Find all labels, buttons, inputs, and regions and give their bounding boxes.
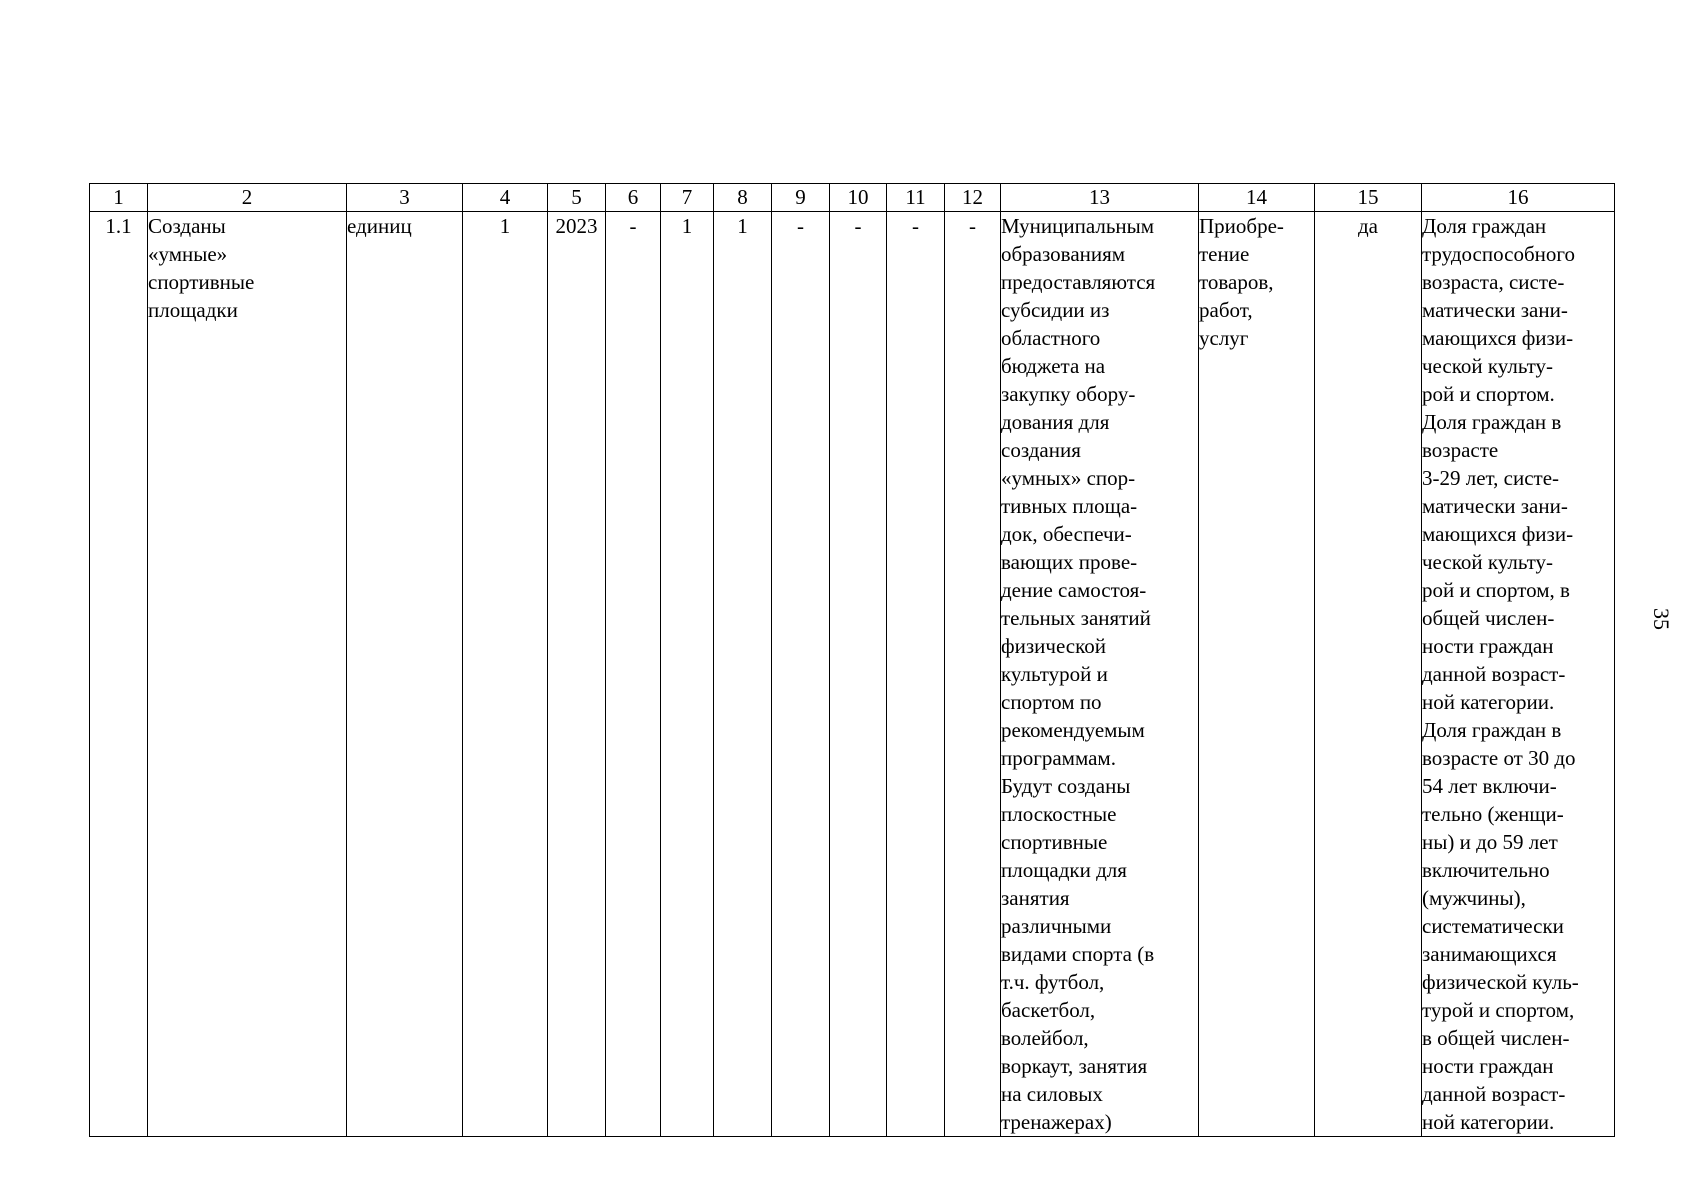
text-line: систематически xyxy=(1422,914,1564,938)
text-line: матически зани- xyxy=(1422,494,1568,518)
text-line: Будут созданы xyxy=(1001,774,1131,798)
text-line: волейбол, xyxy=(1001,1026,1089,1050)
text-line: воркаут, занятия xyxy=(1001,1054,1148,1078)
text-line: «умных» спор- xyxy=(1001,466,1136,490)
value-cell: - xyxy=(830,212,887,1137)
text-line: включительно xyxy=(1422,858,1550,882)
text-line: плоскостные xyxy=(1001,802,1117,826)
column-header: 13 xyxy=(1001,184,1199,212)
text-line: мающихся физи- xyxy=(1422,522,1574,546)
text-line: предоставляются xyxy=(1001,270,1156,294)
text-line: т.ч. футбол, xyxy=(1001,970,1105,994)
text-line: 54 лет включи- xyxy=(1422,774,1557,798)
text-line: спортивные xyxy=(1001,830,1108,854)
result-name-cell xyxy=(148,212,347,1137)
column-header: 11 xyxy=(887,184,945,212)
text-line: данной возраст- xyxy=(1422,1082,1566,1106)
text-line: «умные» xyxy=(148,242,228,266)
text-line: площадки для xyxy=(1001,858,1127,882)
text-line: Муниципальным xyxy=(1001,214,1155,238)
column-header: 7 xyxy=(661,184,714,212)
text-line: спортивные xyxy=(148,270,255,294)
column-header: 3 xyxy=(347,184,463,212)
column-header: 10 xyxy=(830,184,887,212)
text-line: товаров, xyxy=(1199,270,1274,294)
text-line: программам. xyxy=(1001,746,1116,770)
column-header: 1 xyxy=(90,184,148,212)
text-line: услуг xyxy=(1199,326,1249,350)
text-line: трудоспособного xyxy=(1422,242,1575,266)
indicator-cell xyxy=(1422,212,1615,1137)
flag-cell: да xyxy=(1315,212,1422,1137)
text-line: возрасте от 30 до xyxy=(1422,746,1576,770)
text-line: бюджета на xyxy=(1001,354,1106,378)
text-line: физической xyxy=(1001,634,1106,658)
column-header: 15 xyxy=(1315,184,1422,212)
text-line: Созданы xyxy=(148,214,226,238)
text-line: баскетбол, xyxy=(1001,998,1096,1022)
value-cell: - xyxy=(887,212,945,1137)
unit-cell: единиц xyxy=(347,212,463,1137)
text-line: тельных занятий xyxy=(1001,606,1151,630)
text-line: физической куль- xyxy=(1422,970,1579,994)
text-line: на силовых xyxy=(1001,1082,1103,1106)
type-cell xyxy=(1199,212,1315,1137)
text-line: рой и спортом. xyxy=(1422,382,1555,406)
value-cell: 1 xyxy=(661,212,714,1137)
text-line: площадки xyxy=(148,298,238,322)
header-row xyxy=(90,184,1615,212)
value-cell: - xyxy=(772,212,830,1137)
text-line: дение самостоя- xyxy=(1001,578,1147,602)
column-header: 16 xyxy=(1422,184,1615,212)
text-line: Доля граждан в xyxy=(1422,718,1562,742)
description-cell xyxy=(1001,212,1199,1137)
text-line: возрасте xyxy=(1422,438,1499,462)
text-line: док, обеспечи- xyxy=(1001,522,1132,546)
text-line: ной категории. xyxy=(1422,1110,1555,1134)
column-header: 9 xyxy=(772,184,830,212)
value-cell: 1 xyxy=(714,212,772,1137)
text-line: Приобре- xyxy=(1199,214,1284,238)
text-line: рекомендуемым xyxy=(1001,718,1145,742)
table-row xyxy=(90,212,1615,1137)
text-line: занятия xyxy=(1001,886,1070,910)
column-header: 8 xyxy=(714,184,772,212)
page-number: 35 xyxy=(1649,608,1674,630)
text-line: ности граждан xyxy=(1422,634,1554,658)
column-header: 5 xyxy=(548,184,606,212)
text-line: данной возраст- xyxy=(1422,662,1566,686)
data-table xyxy=(89,183,1615,1137)
text-line: видами спорта (в xyxy=(1001,942,1155,966)
text-line: Доля граждан xyxy=(1422,214,1547,238)
text-line: различными xyxy=(1001,914,1112,938)
text-line: тивных площа- xyxy=(1001,494,1138,518)
value-cell: - xyxy=(606,212,661,1137)
column-header: 4 xyxy=(463,184,548,212)
text-line: Доля граждан в xyxy=(1422,410,1562,434)
column-header: 6 xyxy=(606,184,661,212)
text-line: ны) и до 59 лет xyxy=(1422,830,1558,854)
text-line: (мужчины), xyxy=(1422,886,1526,910)
text-line: ческой культу- xyxy=(1422,550,1553,574)
text-line: тение xyxy=(1199,242,1250,266)
text-line: матически зани- xyxy=(1422,298,1568,322)
text-line: в общей числен- xyxy=(1422,1026,1570,1050)
text-line: рой и спортом, в xyxy=(1422,578,1570,602)
text-line: областного xyxy=(1001,326,1101,350)
text-line: ности граждан xyxy=(1422,1054,1554,1078)
text-line: занимающихся xyxy=(1422,942,1557,966)
column-header: 2 xyxy=(148,184,347,212)
text-line: работ, xyxy=(1199,298,1253,322)
value-cell: - xyxy=(945,212,1001,1137)
text-line: ной категории. xyxy=(1422,690,1555,714)
value-cell: 1 xyxy=(463,212,548,1137)
text-line: вающих прове- xyxy=(1001,550,1138,574)
text-line: дования для xyxy=(1001,410,1110,434)
text-line: тренажерах) xyxy=(1001,1110,1112,1134)
text-line: закупку обору- xyxy=(1001,382,1136,406)
row-number-cell: 1.1 xyxy=(90,212,148,1137)
text-line: образованиям xyxy=(1001,242,1126,266)
text-line: спортом по xyxy=(1001,690,1102,714)
text-line: турой и спортом, xyxy=(1422,998,1575,1022)
column-header: 12 xyxy=(945,184,1001,212)
text-line: ческой культу- xyxy=(1422,354,1553,378)
text-line: создания xyxy=(1001,438,1081,462)
text-line: мающихся физи- xyxy=(1422,326,1574,350)
column-header: 14 xyxy=(1199,184,1315,212)
text-line: возраста, систе- xyxy=(1422,270,1565,294)
text-line: общей числен- xyxy=(1422,606,1555,630)
text-line: культурой и xyxy=(1001,662,1108,686)
text-line: субсидии из xyxy=(1001,298,1110,322)
text-line: 3-29 лет, систе- xyxy=(1422,466,1560,490)
text-line: тельно (женщи- xyxy=(1422,802,1564,826)
year-cell: 2023 xyxy=(548,212,606,1137)
